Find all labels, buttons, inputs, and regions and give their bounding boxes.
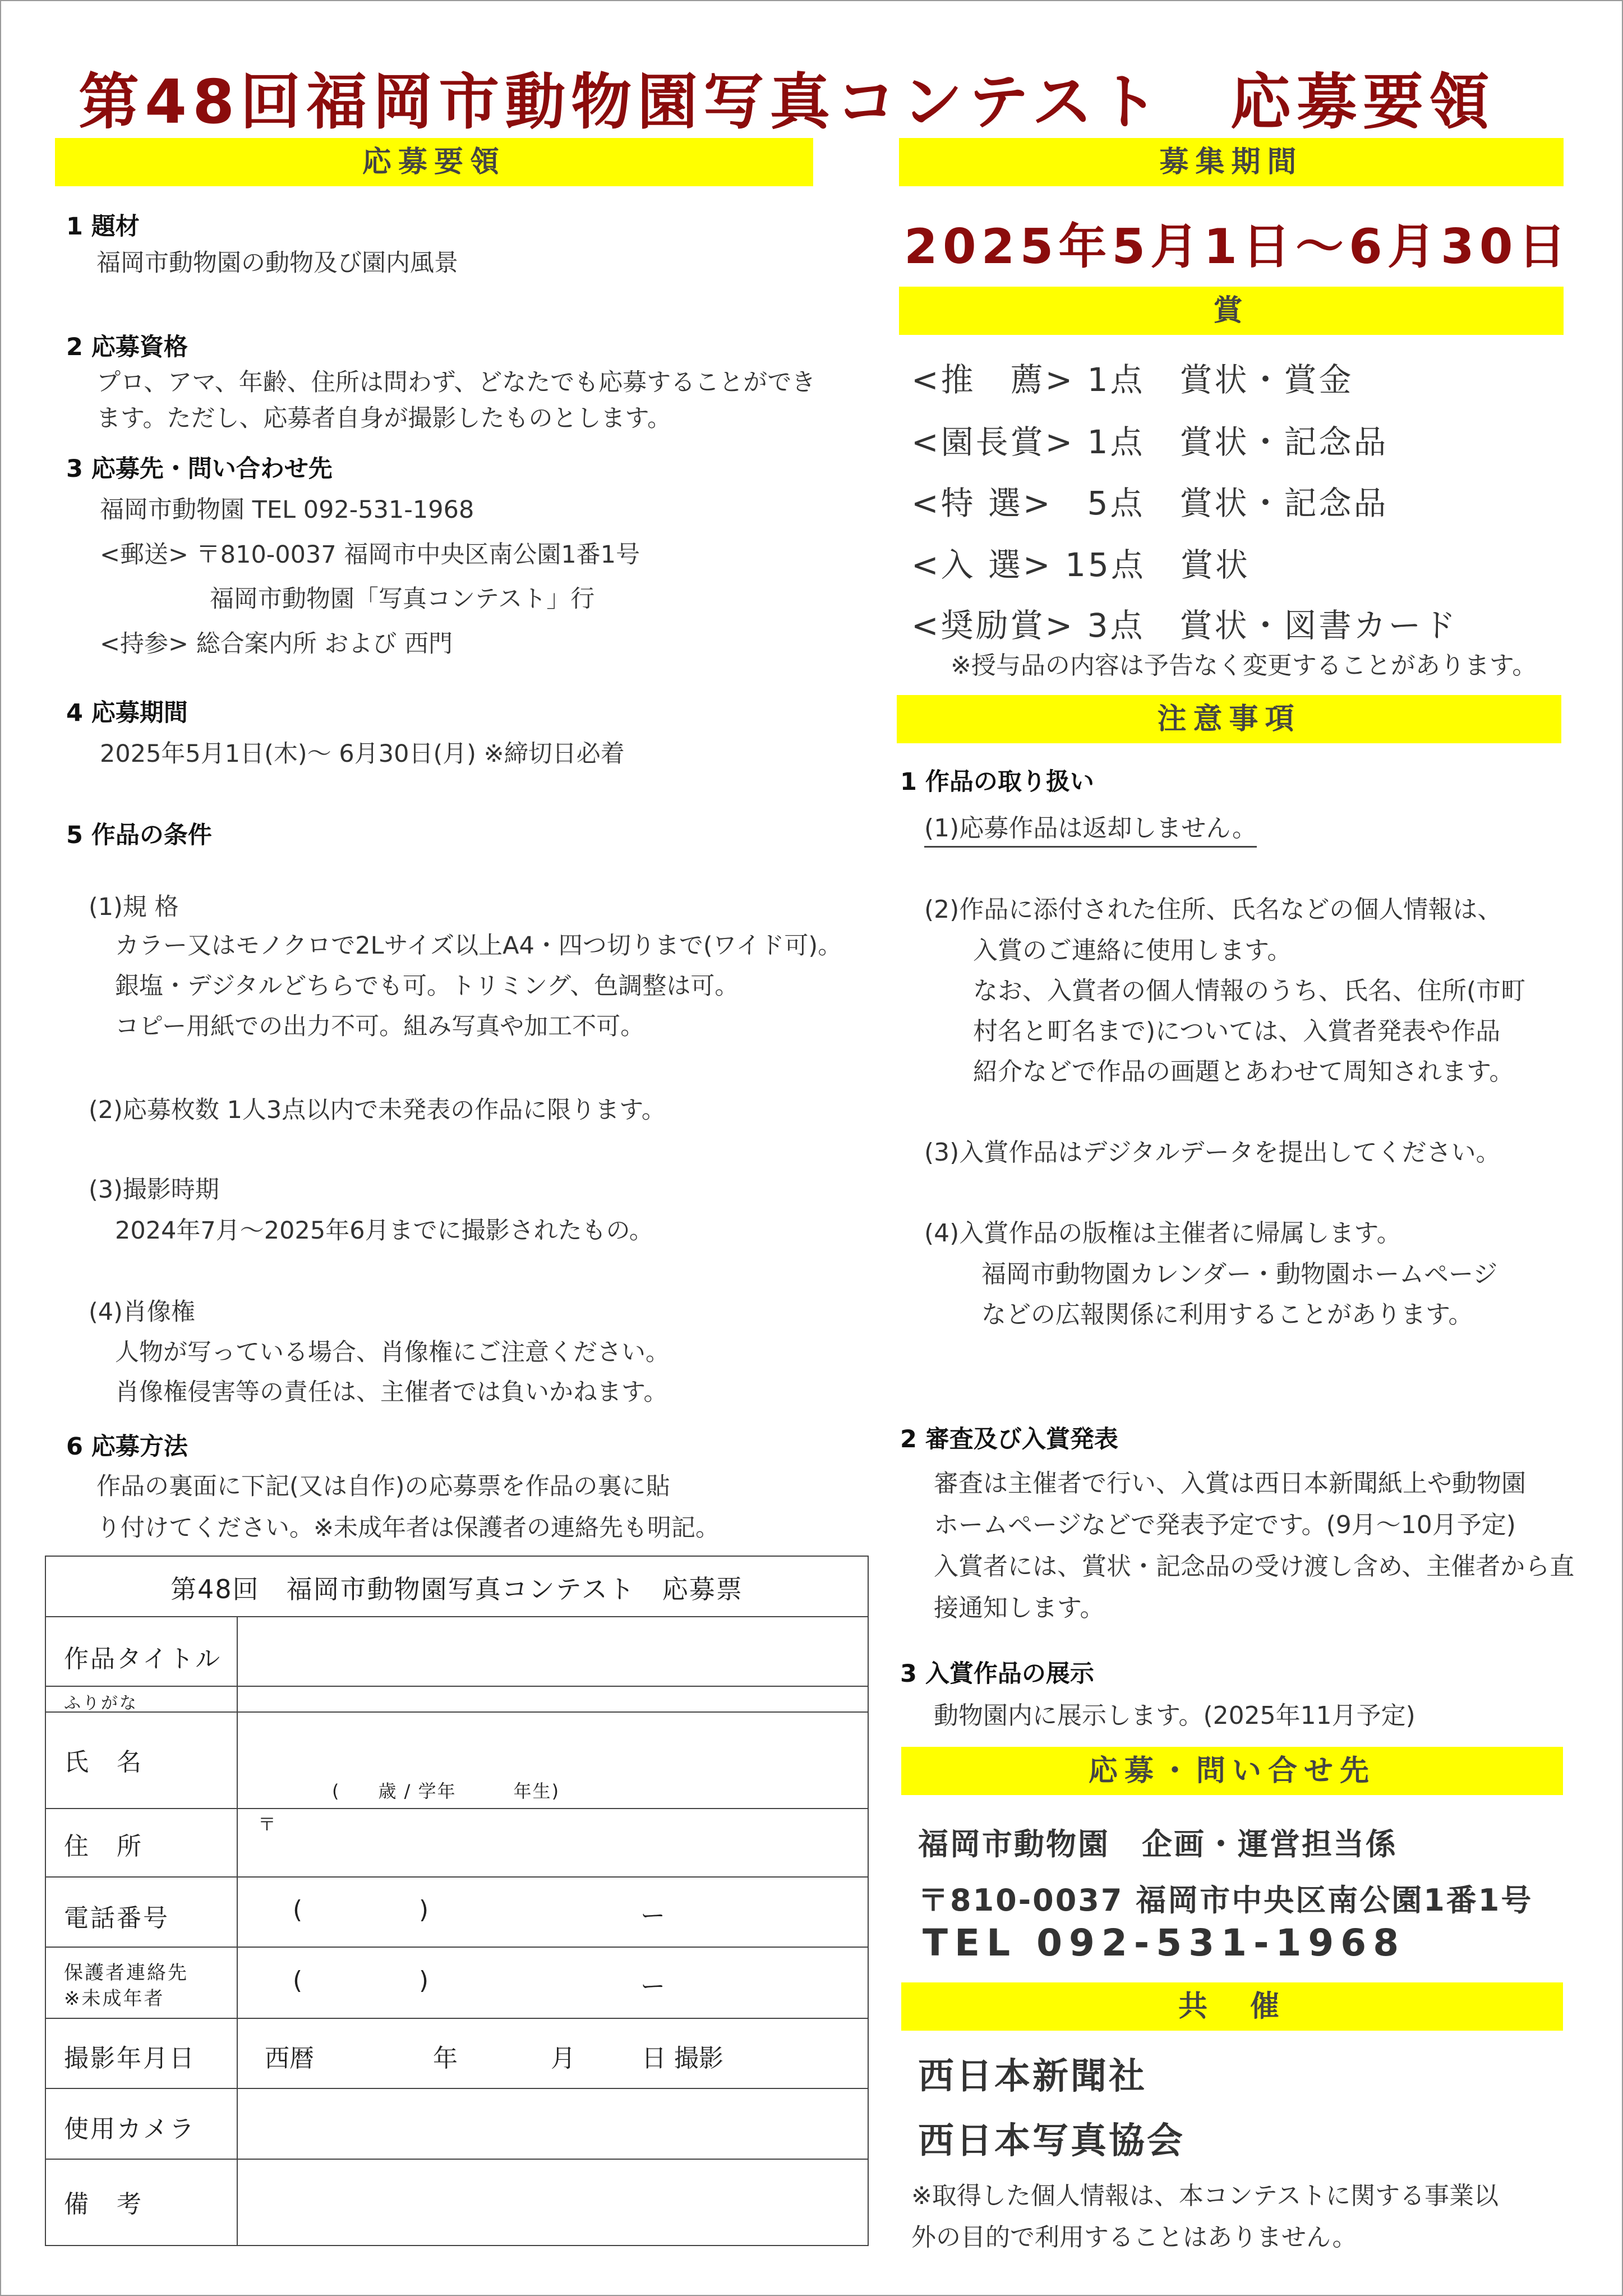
section-contact-mail: <郵送> 〒810-0037 福岡市中央区南公園1番1号 — [100, 541, 640, 569]
contact-department: 福岡市動物園 企画・運営担当係 — [918, 1826, 1398, 1862]
entry-form — [45, 1556, 869, 2246]
condition-size-line-3: コピー用紙での出力不可。組み写真や加工不可。 — [115, 1013, 645, 1041]
note-handling-2a: (2)作品に添付された住所、氏名などの個人情報は、 — [924, 895, 1502, 924]
section-theme-body: 福岡市動物園の動物及び園内風景 — [96, 249, 458, 277]
note-handling-2b: 入賞のご連絡に使用します。 — [973, 936, 1292, 965]
form-date-era: 西暦 — [265, 2044, 314, 2073]
section-conditions-heading: 5 作品の条件 — [66, 821, 212, 849]
band-cohost: 共 催 — [901, 1982, 1563, 2031]
section-eligibility-heading: 2 応募資格 — [66, 333, 188, 361]
note-handling-3: (3)入賞作品はデジタルデータを提出してください。 — [924, 1138, 1501, 1167]
section-method-body-2: り付けてください。※未成年者は保護者の連絡先も明記。 — [96, 1514, 720, 1542]
section-period-body: 2025年5月1日(木)～ 6月30日(月) ※締切日必着 — [100, 740, 625, 768]
section-eligibility-body-2: ます。ただし、応募者自身が撮影したものとします。 — [96, 404, 672, 432]
form-address-label: 住 所 — [64, 1832, 143, 1861]
note-judging-b: ホームページなどで発表予定です。(9月～10月予定) — [934, 1511, 1516, 1539]
condition-count: (2)応募枚数 1人3点以内で未発表の作品に限ります。 — [89, 1096, 666, 1124]
form-remarks-label: 備 考 — [64, 2190, 143, 2219]
prize-encouragement: <奨励賞> 3点 賞状・図書カード — [911, 606, 1458, 645]
band-guidelines: 応募要領 — [55, 138, 813, 186]
form-furigana-label: ふりがな — [64, 1694, 138, 1713]
contact-address: 〒810-0037 福岡市中央区南公園1番1号 — [918, 1883, 1533, 1918]
section-eligibility-body-1: プロ、アマ、年齢、住所は問わず、どなたでも応募することができ — [96, 369, 816, 397]
note-handling-2e: 紹介などで作品の画題とあわせて周知されます。 — [973, 1057, 1514, 1086]
note-judging-heading: 2 審査及び入賞発表 — [900, 1425, 1118, 1453]
condition-size-line-2: 銀塩・デジタルどちらでも可。トリミング、色調整は可。 — [115, 972, 739, 1000]
section-method-body-1: 作品の裏面に下記(又は自作)の応募票を作品の裏に貼 — [96, 1473, 670, 1501]
note-handling-2c: なお、入賞者の個人情報のうち、氏名、住所(市町 — [973, 977, 1526, 1005]
form-date-month: 月 — [551, 2044, 575, 2073]
section-method-heading: 6 応募方法 — [66, 1433, 188, 1461]
note-handling-1-text: (1)応募作品は返却しません。 — [924, 814, 1257, 848]
band-notes: 注意事項 — [897, 695, 1561, 743]
entry-form-caption: 第48回 福岡市動物園写真コンテスト 応募票 — [170, 1574, 743, 1604]
form-name-label: 氏 名 — [64, 1748, 143, 1777]
note-exhibit-a: 動物園内に展示します。(2025年11月予定) — [934, 1701, 1415, 1730]
form-date-year: 年 — [433, 2044, 458, 2073]
form-name-hint: ( 歳 / 学年 年生) — [332, 1780, 560, 1802]
condition-portrait-line-1: 人物が写っている場合、肖像権にご注意ください。 — [115, 1338, 670, 1366]
section-contact-bring: <持参> 総合案内所 および 西門 — [100, 630, 453, 658]
section-theme-heading: 1 題材 — [66, 213, 140, 241]
condition-size-line-1: カラー又はモノクロで2Lサイズ以上A4・四つ切りまで(ワイド可)。 — [115, 932, 842, 960]
band-period: 募集期間 — [899, 138, 1564, 186]
note-handling-4b: 福岡市動物園カレンダー・動物園ホームページ — [981, 1260, 1498, 1289]
note-handling-4a: (4)入賞作品の版権は主催者に帰属します。 — [924, 1219, 1401, 1248]
section-contact-tel: 福岡市動物園 TEL 092-531-1968 — [100, 496, 474, 524]
condition-period-line: 2024年7月～2025年6月までに撮影されたもの。 — [115, 1217, 653, 1245]
form-date-day: 日 撮影 — [642, 2044, 723, 2073]
cohost-photo-association: 西日本写真協会 — [918, 2120, 1185, 2162]
prize-selected: <入 選> 15点 賞状 — [911, 546, 1250, 584]
prize-recommend: <推 薦> 1点 賞状・賞金 — [911, 361, 1354, 399]
form-title-label: 作品タイトル — [64, 1645, 222, 1673]
prize-note: ※授与品の内容は予告なく変更することがあります。 — [951, 651, 1537, 680]
note-handling-heading: 1 作品の取り扱い — [900, 768, 1094, 796]
form-guardian-label-1: 保護者連絡先 — [64, 1962, 188, 1984]
privacy-note-1: ※取得した個人情報は、本コンテストに関する事業以 — [911, 2182, 1499, 2210]
form-date-label: 撮影年月日 — [64, 2044, 196, 2073]
note-judging-a: 審査は主催者で行い、入賞は西日本新聞紙上や動物園 — [934, 1469, 1526, 1498]
form-guardian-open: ( — [293, 1966, 303, 1995]
note-judging-d: 接通知します。 — [934, 1594, 1105, 1622]
form-phone-label: 電話番号 — [64, 1904, 169, 1932]
note-judging-c: 入賞者には、賞状・記念品の受け渡し含め、主催者から直 — [934, 1552, 1575, 1581]
form-address-mark: 〒 — [258, 1814, 276, 1835]
band-prizes: 賞 — [899, 287, 1564, 335]
form-phone-dash: ー — [640, 1902, 665, 1930]
form-phone-close: ) — [419, 1895, 429, 1924]
contact-tel: TEL 092-531-1968 — [923, 1921, 1406, 1964]
form-phone-open: ( — [293, 1895, 303, 1924]
page-title: 第48回福岡市動物園写真コンテスト 応募要領 — [79, 67, 1495, 137]
note-handling-2d: 村名と町名まで)については、入賞者発表や作品 — [973, 1017, 1501, 1046]
condition-size-heading: (1)規 格 — [89, 893, 179, 921]
note-exhibit-heading: 3 入賞作品の展示 — [900, 1660, 1094, 1688]
form-guardian-label-2: ※未成年者 — [64, 1987, 165, 2010]
prize-director: <園長賞> 1点 賞状・記念品 — [911, 423, 1389, 461]
condition-portrait-heading: (4)肖像権 — [89, 1298, 195, 1326]
form-guardian-close: ) — [419, 1966, 429, 1995]
section-contact-heading: 3 応募先・問い合わせ先 — [66, 455, 333, 483]
recruitment-period: 2025年5月1日～6月30日 — [904, 219, 1571, 275]
note-handling-1 — [924, 808, 1257, 844]
section-contact-mail-to: 福岡市動物園「写真コンテスト」行 — [210, 585, 595, 613]
prize-special: <特 選> 5点 賞状・記念品 — [911, 484, 1389, 522]
form-camera-label: 使用カメラ — [64, 2115, 196, 2143]
form-guardian-dash: ー — [640, 1972, 665, 2001]
condition-period-heading: (3)撮影時期 — [89, 1176, 219, 1204]
section-period-heading: 4 応募期間 — [66, 699, 188, 727]
band-contact: 応募・問い合せ先 — [901, 1747, 1563, 1795]
note-handling-4c: などの広報関係に利用することがあります。 — [981, 1300, 1473, 1329]
cohost-newspaper: 西日本新聞社 — [918, 2056, 1147, 2097]
condition-portrait-line-2: 肖像権侵害等の責任は、主催者では負いかねます。 — [115, 1378, 668, 1406]
privacy-note-2: 外の目的で利用することはありません。 — [911, 2223, 1357, 2252]
